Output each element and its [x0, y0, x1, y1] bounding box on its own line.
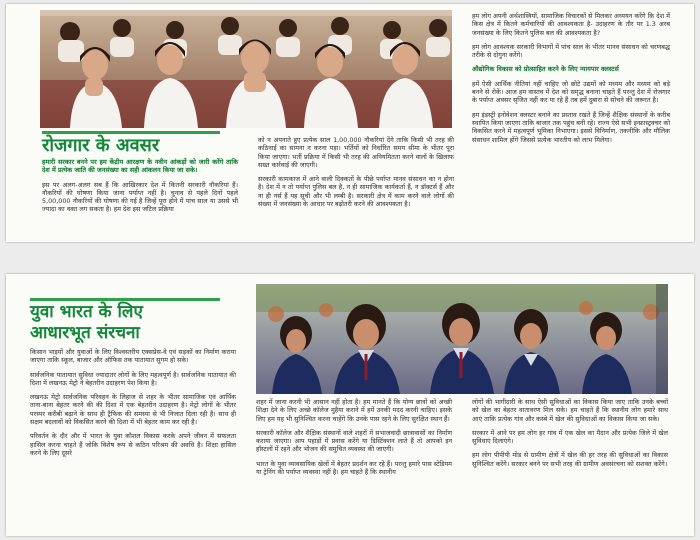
column-1	[42, 158, 238, 220]
column-3	[472, 12, 670, 150]
heading-accent-bar	[42, 131, 220, 134]
paragraph: हमें ऐसी आर्थिक नीतियां नहीं चाहिए जो छोटे उद्यमों को मध्यम और मध्यम को बड़े बनने से रोकें। आज हम वास्तव में देश को समृद्ध बनाना चाहते हैं परन्तु देश में रोजगार के पर्याप्त अवसर सृजित नहीं कर पा रहे हैं तब हमें दुबारा से सोचने की जरूरत है।	[472, 79, 670, 105]
paragraph: हम इंडस्ट्री इनोवेशन क्लस्टर बनाने का प्रस्ताव रखते हैं जिन्हें शैक्षिक संस्थानों के करीब स्थापित किया जाएगा ताकि बाजार तक पहुंच बनी रहे। राज्य ऐसे सभी इन्फ्रास्ट्रक्चर को विकसित करने में महत्वपूर्ण भूमिका निभाएगा। इससे विनिर्माण, तकनीकि और मौलिक संसाधन शामिल होंगे जिससे प्रत्येक भारतीय को लाभ मिलेगा।	[472, 110, 670, 144]
schoolgirls-illustration	[256, 284, 668, 394]
paragraph: सरकारी कामकाज में आने वाली दिक्कतों के पीछे पर्याप्त मानव संसाधन का न होना है। देश में न तो पर्याप्त पुलिस बल है, न ही सामाजिक कार्यकर्ता हैं, न डॉक्टर्स हैं और ना ही नर्स हैं यह सूची और भी लम्बी है। सरकारी क्षेत्र में काम करने वाले लोगों की संख्या में जनसंख्या के आधार पर बढ़ोतरी करने की आवश्यकता है।	[258, 175, 454, 209]
lead-paragraph: हमारी सरकार बनने पर हम केंद्रीय आरक्षण के नवीन आंकड़ों को जारी करेंगे ताकि देश में प्रत्येक जाति की जनसंख्या का सही आंकलन किया जा सके।	[42, 158, 238, 175]
subheading: औद्योगिक विकास को प्रोत्साहित करने के लिए न्यायपार क्लस्टर्स	[472, 65, 619, 74]
column-3	[472, 398, 668, 474]
paragraph: सरकारी कॉलेज और शैक्षिक संस्थानों वाले शहरों में सभाजवादी छात्रावासों का निर्माण कराया जाएगा। आप पहाड़ों में प्रवास करेंगे या डिस्टिंक्शन लाते हैं तो आपको इन हॉस्टलों में रहने और भोजन की समुचित व्यवस्था की जाएगी।	[256, 428, 452, 454]
paragraph: किसान भाइयों और युवाओं के लिए विश्वस्तरीय एक्सप्रेस-वे एवं सड़कों का निर्माण कराया जाएगा ताकि स्कूल, बाजार और ऑफिस तक यातायात सुगम हो सके।	[30, 348, 236, 365]
paragraph: सरकार में आने पर हम लोग हर गांव में एक खेल का मैदान और प्रत्येक जिले में खेल सुविधाएं दिलाएंगे।	[472, 428, 668, 446]
paragraph: सार्वजनिक यातायात सुविधा ज्यादातर लोगों के लिए महत्वपूर्ण है। सार्वजनिक यातायात की दिशा में लखनऊ मेट्रो ने बेहतरीन उदाहरण पेश किया है।	[30, 370, 236, 387]
paragraph: इस पर अलग-अलग सब हैं कि आखिरकार देश में कितनी सरकारी नौकरियां हैं। नौकरियों की घोषणा किया जाना पर्याप्त नहीं है। चुनाव से पहले दिनों पहले 5,00,000 नौकरियों की घोषणा की गई है जिन्हें पूरा होने में पांच साल या उससे भी ज्यादा का वक्त लग सकता है। हम देश इस जटिल प्रक्रिया	[42, 180, 238, 214]
section-heading-employment: रोजगार के अवसर	[42, 135, 160, 156]
section-heading-line-2: आधारभूत संरचना	[30, 323, 140, 343]
paragraph: लखनऊ मेट्रो सार्वजनिक परिवहन के लिहाज से शहर के भीतर सामाजिक एवं आर्थिक ताना-बाना बेहतर करने की की दिशा में एक बेहतरीन उदाहरण है। मेट्रो लोगों के भीतर परस्पर करीबी बढ़ाने के साथ ही ट्रैफिक की समस्या से भी निजात दिला रही है। साथ ही सक्षम बदलावों को विकसित करने की दिशा में भी बेहतर काम कर रही है।	[30, 393, 236, 427]
column-2	[258, 136, 454, 214]
paragraph: को न अपनाते हुए प्रत्येक साल 1,00,000 नौकरियां देंगे ताकि किसी भी तरह की कठिनाई का सामना न करना पड़ा। भर्तियों को निर्धारित समय सीमा के भीतर पूरा किया जाएगा। भर्ती प्रक्रिया में किसी भी तरह की अनियमितता करने वालों के खिलाफ सख्त कार्रवाई की जाएगी।	[258, 136, 454, 169]
heading-accent-bar	[30, 298, 220, 301]
paragraph: परिवर्तन के दौर और में भारत के युवा कौशल विकास करके अपने जीवन में सफलता हासिल करना चाहते हैं जोकि विशेष रूप से कठिन परिश्रम की अवधि है। शिक्षा हासिल करने के लिए दूसरे	[30, 432, 236, 457]
section-heading-line-1: युवा भारत के लिए	[30, 302, 143, 322]
column-1	[30, 348, 236, 463]
paragraph: हम लोग अपनी अर्थशास्त्रियों, सामाजिक विचारकों से मिलकर अध्ययन करेंगे कि देश में किस क्षेत्र में कितने कर्मचारियों की आवश्यकता है- उदाहरण के तौर पर 1.3 अरब जनसंख्या के लिए कितने पुलिस बल की आवश्यकता है?	[472, 12, 670, 37]
paragraph: लोगों की भागीदारी के साथ ऐसी सुविधाओं का विकास किया जाए ताकि उनके बच्चों को खेल का बेहतर वातावरण मिल सके। हम चाहते हैं कि स्थानीय लोग हमारे साथ आएं ताकि प्रत्येक गांव और कस्बे में खेल की सुविधाओं का विकास किया जा सके।	[472, 398, 668, 423]
column-2	[256, 398, 452, 482]
paragraph: हम लोग आवश्यक सरकारी विभागों में पांच साल के भीतर मानव संसाधन को चरणबद्ध तरीके से दोगुना करेंगे।	[472, 42, 670, 60]
page-employment	[6, 4, 694, 242]
photo-schoolgirls	[256, 284, 668, 394]
photo-students-classroom	[40, 10, 452, 128]
students-classroom-illustration	[40, 10, 452, 128]
paragraph: भारत के युवा व्यावसायिक खेलों में बेहतर प्रदर्शन कर रहे हैं। परन्तु हमारे पास स्टेडियम या ट्रेनिंग की पर्याप्त व्यवस्था नहीं है। हम चाहते हैं कि स्थानीय	[256, 459, 452, 477]
paragraph: हम लोग पीपीपी मोड से ग्रामीण क्षेत्रों में खेल की हर तरह की सुविधाओं का विकास सुनिश्चित करेंगे। सरकार बनने पर सभी तरह की ग्रामीण अवसंरचना को सशक्त करेंगे।	[472, 451, 668, 468]
page-youth-infrastructure	[6, 274, 694, 536]
paragraph: शहर में जाना करनी भी आसान नहीं होता है। हम मानते हैं कि योग्य छात्रों को अच्छी शिक्षा देने के लिए अच्छे कॉलेज मुहैया कराने में हमें उनकी मदद करनी चाहिए। इसके लिए हम यह भी सुनिश्चित करना चाहेंगे कि उनके पास रहने के लिए सुरक्षित स्थान हैं।	[256, 398, 452, 423]
